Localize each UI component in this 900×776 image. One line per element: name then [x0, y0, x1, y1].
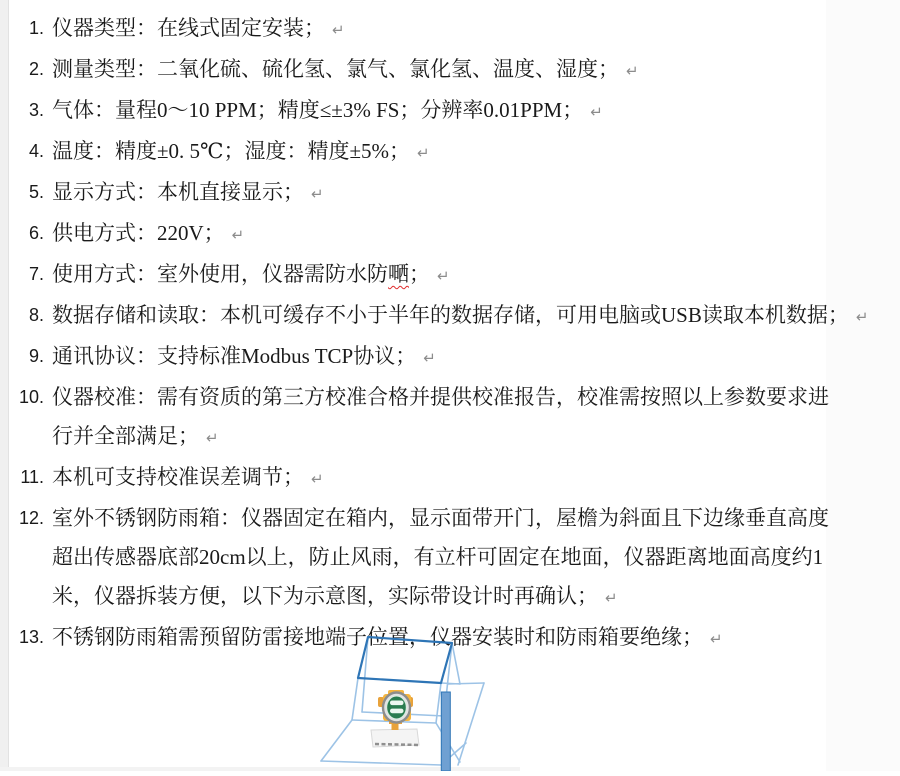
- list-item-7: [10, 255, 876, 296]
- paragraph-mark-icon: ↵: [710, 630, 723, 648]
- paragraph-mark-icon: ↵: [590, 103, 603, 121]
- detector-base: [371, 729, 420, 747]
- list-item-4: [10, 132, 876, 173]
- list-number: 11.: [20, 467, 44, 487]
- detector-display: [387, 696, 407, 719]
- list-item-2: [10, 50, 876, 91]
- list-number: 13.: [18, 627, 44, 647]
- list-text: 显示方式：本机直接显示； ↵: [52, 180, 324, 204]
- list-text: 通讯协议：支持标准Modbus TCP协议； ↵: [52, 344, 436, 368]
- mounting-pole: [441, 692, 450, 771]
- list-text: 仪器类型：在线式固定安装； ↵: [52, 16, 345, 40]
- list-number: 5.: [28, 182, 44, 202]
- list-number: 12.: [18, 508, 44, 528]
- paragraph-mark-icon: ↵: [437, 267, 450, 285]
- list-number: 8.: [28, 305, 44, 325]
- paragraph-mark-icon: ↵: [311, 470, 324, 488]
- paragraph-mark-icon: ↵: [311, 185, 324, 203]
- list-item-12: [10, 499, 876, 618]
- paragraph-mark-icon: ↵: [417, 144, 430, 162]
- misspelled-word: 嗮: [388, 262, 409, 286]
- list-number: 1.: [28, 18, 44, 38]
- list-number: 3.: [28, 100, 44, 120]
- list-item-6: [10, 214, 876, 255]
- roof-top-face: [358, 637, 452, 683]
- list-item-11: [10, 458, 876, 499]
- paragraph-mark-icon: ↵: [605, 589, 618, 607]
- list-number: 2.: [28, 59, 44, 79]
- list-number: 6.: [28, 223, 44, 243]
- paragraph-mark-icon: ↵: [423, 349, 436, 367]
- shelter-diagram[interactable]: [300, 632, 630, 771]
- list-text: 温度：精度±0. 5℃；湿度：精度±5%； ↵: [52, 139, 430, 163]
- window-left-margin: [0, 0, 9, 771]
- list-text: 数据存储和读取：本机可缓存不小于半年的数据存储，可用电脑或USB读取本机数据； ↵: [52, 303, 869, 327]
- list-text: 室外不锈钢防雨箱：仪器固定在箱内，显示面带开门，屋檐为斜面且下边缘垂直高度 超出传感器底部20cm以上，防止风雨，有立杆可固定在地面，仪器距离地面高度约1 米，仪器拆装方便，以下为示意图，实际带设计时再确认； ↵: [52, 506, 829, 608]
- list-text: 气体：量程0～10 PPM；精度≤±3% FS；分辨率0.01PPM； ↵: [52, 98, 603, 122]
- list-text: 仪器校准：需有资质的第三方校准合格并提供校准报告，校准需按照以上参数要求进 行并全部满足； ↵: [52, 385, 829, 448]
- list-number: 9.: [28, 346, 44, 366]
- list-text: 使用方式：室外使用，仪器需防水防嗮； ↵: [52, 262, 450, 286]
- list-text: 测量类型：二氧化硫、硫化氢、氯气、氯化氢、温度、湿度； ↵: [52, 57, 639, 81]
- paragraph-mark-icon: ↵: [231, 226, 245, 244]
- list-number: 10.: [18, 387, 44, 407]
- list-item-9: [10, 337, 876, 378]
- list-item-8: [10, 296, 876, 337]
- paragraph-mark-icon: ↵: [332, 21, 345, 39]
- list-number: 7.: [28, 264, 44, 284]
- list-item-10: [10, 378, 876, 458]
- list-item-3: [10, 91, 876, 132]
- list-item-1: [10, 9, 876, 50]
- paragraph-mark-icon: ↵: [206, 429, 219, 447]
- document-page[interactable]: [10, 9, 876, 659]
- list-item-5: [10, 173, 876, 214]
- list-text: 不锈钢防雨箱需预留防雷接地端子位置，仪器安装时和防雨箱要绝缘； ↵: [52, 625, 723, 649]
- paragraph-mark-icon: ↵: [855, 308, 869, 326]
- list-text: 本机可支持校准误差调节； ↵: [52, 465, 324, 489]
- paragraph-mark-icon: ↵: [626, 62, 639, 80]
- list-text: 供电方式：220V； ↵: [52, 221, 245, 245]
- list-number: 4.: [28, 141, 44, 161]
- gas-detector: [378, 690, 413, 730]
